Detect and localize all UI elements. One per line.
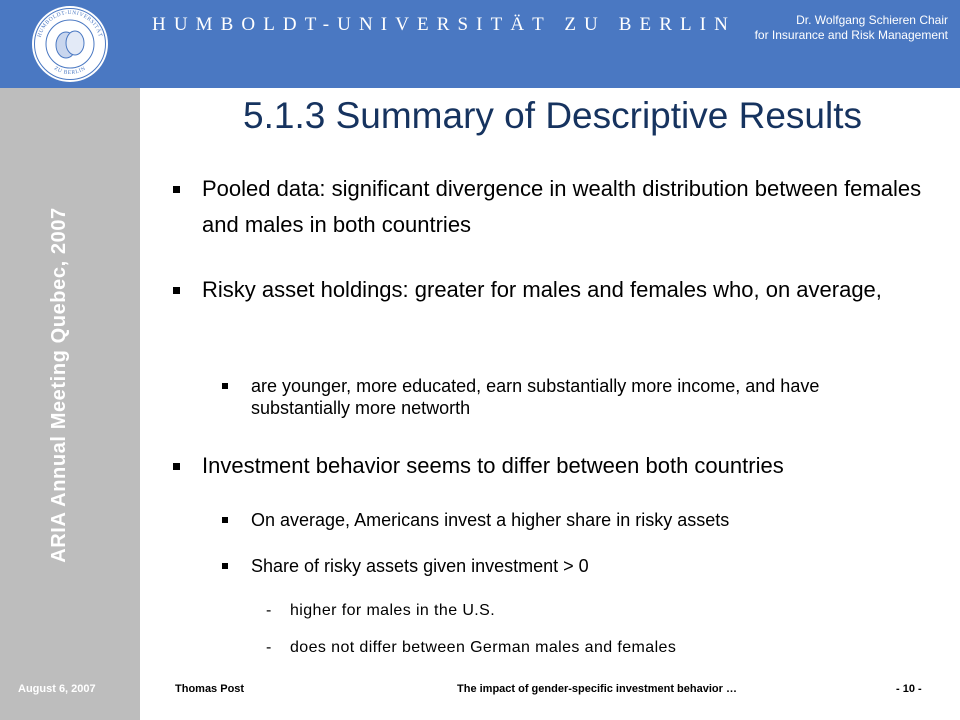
bullet-text: Share of risky assets given investment > 0 (251, 556, 589, 576)
seal-text-top: HUMBOLDT-UNIVERSITÄT (36, 9, 104, 39)
chair-line-2: for Insurance and Risk Management (754, 28, 948, 42)
slide-title: 5.1.3 Summary of Descriptive Results (243, 95, 862, 136)
footer-date: August 6, 2007 (18, 683, 96, 695)
sub-bullet-risky-share (222, 555, 922, 577)
dash-text: higher for males in the U.S. (290, 602, 496, 619)
footer-author: Thomas Post (175, 683, 245, 695)
bullet-risky-asset-holdings (173, 272, 933, 308)
bullet-marker (222, 517, 228, 523)
dash-item-german (266, 638, 906, 658)
sub-bullet-americans-share (222, 509, 922, 531)
chair-line-1: Dr. Wolfgang Schieren Chair (796, 13, 948, 27)
conference-label: ARIA Annual Meeting Quebec, 2007 (48, 207, 70, 563)
footer-talk-title: The impact of gender-specific investment behavior … (457, 683, 737, 695)
bullet-marker (173, 186, 180, 193)
bullet-text: Investment behavior seems to differ between both countries (202, 453, 784, 478)
bullet-text: On average, Americans invest a higher share in risky assets (251, 510, 730, 530)
bullet-marker (173, 287, 180, 294)
bullet-text: Pooled data: significant divergence in wealth distribution between females and males in both countries (202, 176, 922, 237)
dash-item-us-males (266, 601, 906, 621)
seal-text-bottom: ZU BERLIN (52, 65, 88, 77)
header-bar (0, 0, 960, 88)
bullet-investment-behavior (173, 448, 933, 484)
bullet-marker (222, 563, 228, 569)
university-name: HUMBOLDT-UNIVERSITÄT ZU BERLIN (152, 14, 736, 35)
sub-bullet-demographics (222, 375, 922, 419)
bullet-pooled-data (173, 171, 933, 243)
university-seal-icon (30, 4, 110, 84)
bullet-marker (222, 383, 228, 389)
dash-text: does not differ between German males and females (290, 639, 677, 656)
chair-name (755, 13, 948, 43)
bullet-marker (173, 463, 180, 470)
logo-box (0, 0, 140, 88)
bullet-text: are younger, more educated, earn substantially more income, and have substantially more networth (251, 376, 820, 418)
footer-page-number: - 10 - (896, 683, 922, 695)
bullet-text: Risky asset holdings: greater for males and females who, on average, (202, 277, 882, 302)
dash-marker: - (266, 602, 272, 619)
dash-marker: - (266, 639, 272, 656)
